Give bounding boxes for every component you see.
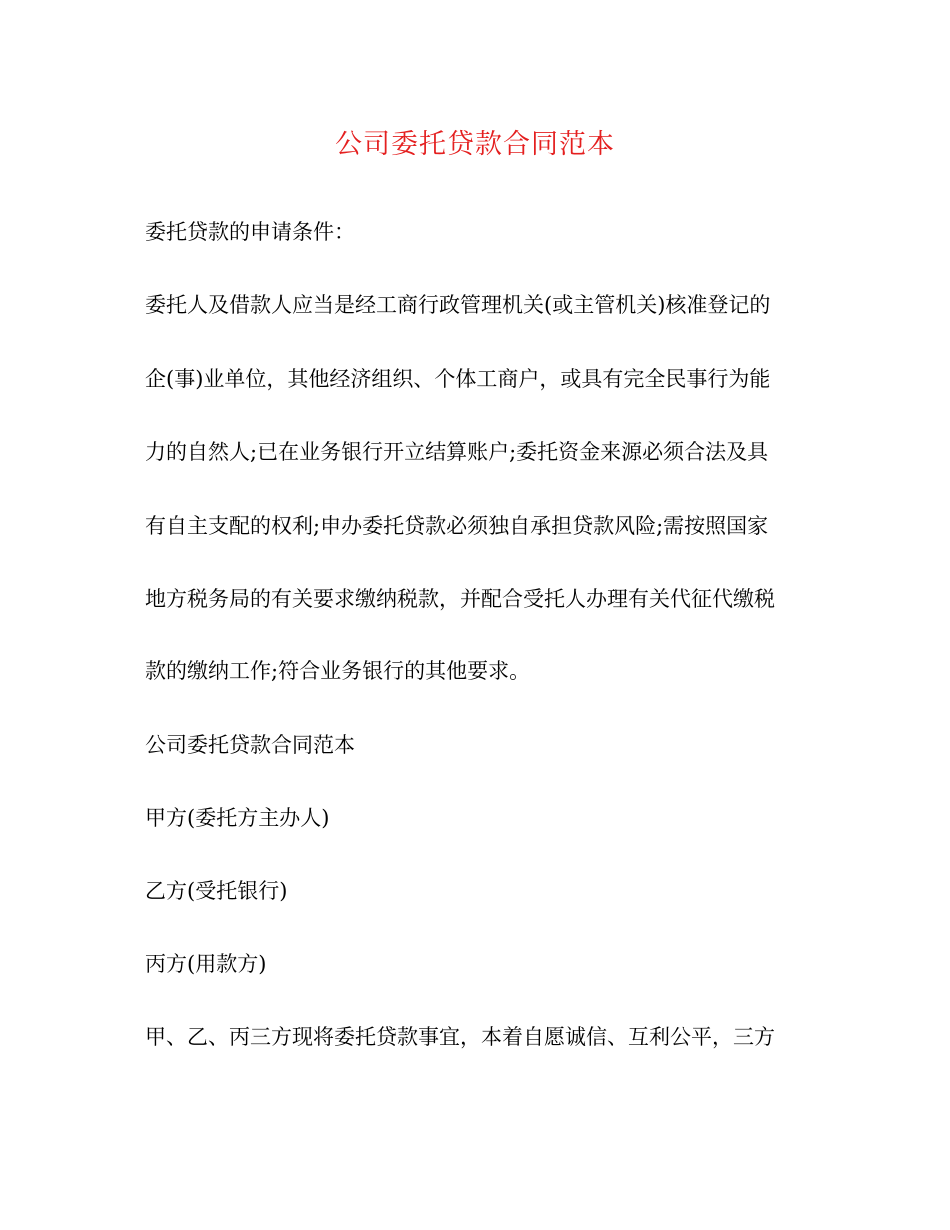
- paragraph-line: 力的自然人;已在业务银行开立结算账户;委托资金来源必须合法及具: [145, 440, 769, 464]
- section-heading-application-conditions: 委托贷款的申请条件：: [145, 220, 355, 244]
- paragraph-line: 委托人及借款人应当是经工商行政管理机关(或主管机关)核准登记的: [145, 293, 771, 317]
- agreement-intro-line: 甲、乙、丙三方现将委托贷款事宜，本着自愿诚信、互利公平，三方: [145, 1025, 775, 1049]
- section-heading-contract-template: 公司委托贷款合同范本: [145, 733, 355, 757]
- party-c-line: 丙方(用款方): [145, 952, 267, 976]
- document-title: 公司委托贷款合同范本: [335, 129, 615, 160]
- paragraph-line: 地方税务局的有关要求缴纳税款，并配合受托人办理有关代征代缴税: [145, 587, 775, 611]
- paragraph-line: 有自主支配的权利;申办委托贷款必须独自承担贷款风险;需按照国家: [145, 514, 769, 538]
- paragraph-line: 款的缴纳工作;符合业务银行的其他要求。: [145, 659, 531, 683]
- paragraph-line: 企(事)业单位，其他经济组织、个体工商户，或具有完全民事行为能: [145, 367, 771, 391]
- party-a-line: 甲方(委托方主办人): [145, 806, 330, 830]
- party-b-line: 乙方(受托银行): [145, 879, 288, 903]
